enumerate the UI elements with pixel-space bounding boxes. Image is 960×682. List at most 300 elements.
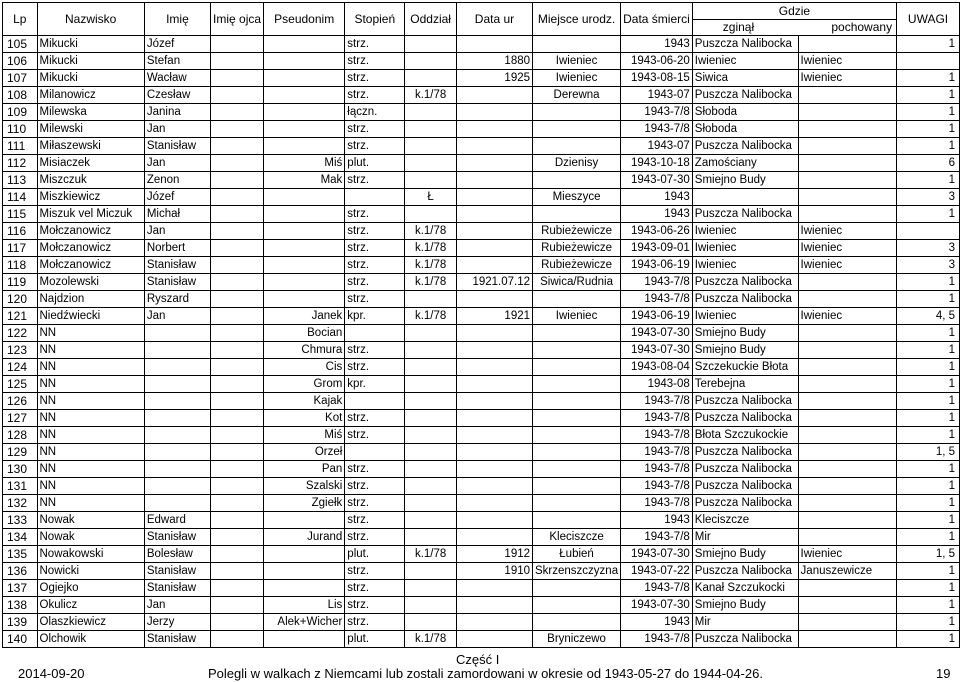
cell-zginal: Zamościany: [692, 155, 798, 172]
table-row: [3, 597, 960, 614]
table-row: [3, 631, 960, 648]
cell-pochowany: [798, 291, 897, 308]
cell-nazwisko: NN: [37, 342, 144, 359]
table-row: [3, 121, 960, 138]
cell-nazwisko: NN: [37, 325, 144, 342]
cell-stopien: strz.: [345, 36, 405, 53]
cell-nazwisko: Mikucki: [37, 53, 144, 70]
cell-pochowany: Iwieniec: [798, 53, 897, 70]
cell-pochowany: [798, 512, 897, 529]
cell-imie: Jan: [144, 597, 210, 614]
cell-imie: Stefan: [144, 53, 210, 70]
cell-imie-ojca: [211, 478, 264, 495]
cell-data-ur: [456, 325, 532, 342]
cell-data-ur: 1925: [456, 70, 532, 87]
cell-lp: 105: [3, 36, 38, 53]
cell-data-smierci: 1943-09-01: [621, 240, 693, 257]
cell-oddzial: [405, 427, 457, 444]
cell-pseudonim: [264, 223, 345, 240]
header-nazwisko: Nazwisko: [37, 3, 144, 36]
table-row: [3, 308, 960, 325]
cell-zginal: [692, 189, 798, 206]
cell-stopien: strz.: [345, 427, 405, 444]
cell-zginal: Kleciszcze: [692, 512, 798, 529]
cell-stopien: [345, 393, 405, 410]
cell-imie: Jan: [144, 223, 210, 240]
cell-data-ur: [456, 104, 532, 121]
cell-nazwisko: Mozolewski: [37, 274, 144, 291]
cell-zginal: Puszcza Nalibocka: [692, 631, 798, 648]
table-row: [3, 87, 960, 104]
cell-oddzial: k.1/78: [405, 274, 457, 291]
cell-uwagi: 3: [897, 257, 960, 274]
cell-pseudonim: [264, 121, 345, 138]
table-row: [3, 104, 960, 121]
cell-oddzial: Ł: [405, 189, 457, 206]
cell-pochowany: [798, 206, 897, 223]
cell-data-ur: [456, 597, 532, 614]
cell-pochowany: [798, 597, 897, 614]
cell-oddzial: [405, 291, 457, 308]
cell-imie: Stanisław: [144, 257, 210, 274]
cell-miejsce-urodz: [533, 325, 621, 342]
cell-pochowany: [798, 376, 897, 393]
cell-imie-ojca: [211, 359, 264, 376]
cell-stopien: strz.: [345, 223, 405, 240]
cell-data-smierci: 1943-7/8: [621, 274, 693, 291]
cell-imie-ojca: [211, 223, 264, 240]
cell-data-smierci: 1943-7/8: [621, 104, 693, 121]
cell-imie: Stanisław: [144, 274, 210, 291]
cell-lp: 138: [3, 597, 38, 614]
cell-pseudonim: [264, 189, 345, 206]
header-gdzie: [692, 3, 896, 36]
cell-uwagi: 1: [897, 376, 960, 393]
cell-pseudonim: Zgiełk: [264, 495, 345, 512]
cell-uwagi: 1: [897, 614, 960, 631]
cell-lp: 139: [3, 614, 38, 631]
cell-uwagi: 1: [897, 410, 960, 427]
cell-pochowany: [798, 138, 897, 155]
cell-oddzial: [405, 393, 457, 410]
cell-oddzial: [405, 495, 457, 512]
cell-zginal: Smiejno Budy: [692, 172, 798, 189]
cell-miejsce-urodz: Iwieniec: [533, 70, 621, 87]
cell-data-ur: [456, 87, 532, 104]
cell-lp: 130: [3, 461, 38, 478]
table-row: [3, 257, 960, 274]
cell-data-ur: 1921: [456, 308, 532, 325]
cell-data-smierci: 1943-07-30: [621, 172, 693, 189]
cell-stopien: strz.: [345, 512, 405, 529]
table-row: [3, 359, 960, 376]
cell-imie: [144, 393, 210, 410]
cell-uwagi: 1: [897, 631, 960, 648]
cell-pochowany: [798, 529, 897, 546]
cell-data-smierci: 1943-06-26: [621, 223, 693, 240]
cell-data-ur: [456, 410, 532, 427]
cell-miejsce-urodz: Iwieniec: [533, 53, 621, 70]
cell-miejsce-urodz: [533, 291, 621, 308]
cell-pseudonim: Mak: [264, 172, 345, 189]
cell-stopien: kpr.: [345, 308, 405, 325]
table-row: [3, 427, 960, 444]
cell-pochowany: Iwieniec: [798, 70, 897, 87]
cell-data-smierci: 1943-7/8: [621, 631, 693, 648]
cell-pseudonim: [264, 87, 345, 104]
table-row: [3, 325, 960, 342]
cell-data-smierci: 1943-7/8: [621, 478, 693, 495]
cell-pseudonim: Kot: [264, 410, 345, 427]
cell-pochowany: [798, 495, 897, 512]
cell-pseudonim: [264, 580, 345, 597]
cell-lp: 122: [3, 325, 38, 342]
cell-pochowany: [798, 342, 897, 359]
cell-data-ur: [456, 614, 532, 631]
cell-pochowany: [798, 614, 897, 631]
cell-lp: 132: [3, 495, 38, 512]
cell-zginal: Puszcza Nalibocka: [692, 274, 798, 291]
cell-imie: Jan: [144, 155, 210, 172]
cell-oddzial: [405, 172, 457, 189]
cell-data-smierci: 1943-7/8: [621, 529, 693, 546]
cell-imie-ojca: [211, 325, 264, 342]
cell-zginal: Mir: [692, 614, 798, 631]
cell-lp: 131: [3, 478, 38, 495]
cell-oddzial: k.1/78: [405, 223, 457, 240]
cell-imie-ojca: [211, 631, 264, 648]
cell-pochowany: Iwieniec: [798, 546, 897, 563]
footer-part: Część I: [456, 652, 500, 667]
table-row: [3, 53, 960, 70]
cell-lp: 128: [3, 427, 38, 444]
cell-lp: 111: [3, 138, 38, 155]
cell-pseudonim: [264, 240, 345, 257]
footer-title: Polegli w walkach z Niemcami lub zostali zamordowani w okresie od 1943-05-27 do 1944-04-26.: [208, 666, 763, 681]
cell-lp: 127: [3, 410, 38, 427]
cell-stopien: kpr.: [345, 376, 405, 393]
cell-pseudonim: Orzeł: [264, 444, 345, 461]
cell-imie: [144, 495, 210, 512]
cell-lp: 113: [3, 172, 38, 189]
cell-zginal: Błota Szczukockie: [692, 427, 798, 444]
cell-nazwisko: Ogiejko: [37, 580, 144, 597]
cell-oddzial: [405, 614, 457, 631]
header-zginal: zginął: [722, 19, 755, 34]
cell-oddzial: [405, 597, 457, 614]
cell-imie-ojca: [211, 393, 264, 410]
cell-data-smierci: 1943: [621, 189, 693, 206]
table-row: [3, 546, 960, 563]
cell-nazwisko: Miłaszewski: [37, 138, 144, 155]
cell-stopien: strz.: [345, 70, 405, 87]
table-row: [3, 240, 960, 257]
table-row: [3, 291, 960, 308]
cell-oddzial: [405, 580, 457, 597]
cell-oddzial: [405, 529, 457, 546]
cell-imie: Wacław: [144, 70, 210, 87]
cell-uwagi: 1: [897, 138, 960, 155]
cell-data-ur: [456, 580, 532, 597]
cell-pochowany: [798, 580, 897, 597]
cell-imie: Stanisław: [144, 138, 210, 155]
cell-data-ur: [456, 461, 532, 478]
cell-lp: 114: [3, 189, 38, 206]
cell-stopien: łączn.: [345, 104, 405, 121]
cell-zginal: Smiejno Budy: [692, 325, 798, 342]
cell-stopien: plut.: [345, 631, 405, 648]
cell-pochowany: [798, 36, 897, 53]
cell-uwagi: 1: [897, 512, 960, 529]
cell-oddzial: [405, 342, 457, 359]
table-row: [3, 138, 960, 155]
cell-imie: Jan: [144, 308, 210, 325]
cell-imie: Jerzy: [144, 614, 210, 631]
cell-zginal: Puszcza Nalibocka: [692, 495, 798, 512]
cell-zginal: Puszcza Nalibocka: [692, 36, 798, 53]
cell-data-ur: [456, 257, 532, 274]
cell-lp: 119: [3, 274, 38, 291]
footer-date: 2014-09-20: [18, 666, 85, 681]
table-row: [3, 223, 960, 240]
cell-imie-ojca: [211, 104, 264, 121]
cell-data-smierci: 1943-07: [621, 87, 693, 104]
header-gdzie-title: Gdzie: [692, 5, 896, 20]
cell-stopien: plut.: [345, 546, 405, 563]
cell-imie: [144, 461, 210, 478]
cell-pseudonim: [264, 563, 345, 580]
cell-data-smierci: 1943-7/8: [621, 580, 693, 597]
cell-uwagi: 1: [897, 121, 960, 138]
cell-nazwisko: Miszuk vel Miczuk: [37, 206, 144, 223]
cell-oddzial: [405, 325, 457, 342]
cell-data-ur: [456, 631, 532, 648]
cell-miejsce-urodz: [533, 376, 621, 393]
cell-imie-ojca: [211, 308, 264, 325]
cell-stopien: strz.: [345, 257, 405, 274]
cell-lp: 121: [3, 308, 38, 325]
cell-oddzial: [405, 138, 457, 155]
header-data-ur: Data ur: [456, 3, 532, 36]
cell-imie: Stanisław: [144, 563, 210, 580]
cell-imie-ojca: [211, 512, 264, 529]
cell-stopien: strz.: [345, 614, 405, 631]
cell-zginal: Iwieniec: [692, 53, 798, 70]
cell-nazwisko: NN: [37, 461, 144, 478]
table-row: [3, 410, 960, 427]
cell-imie-ojca: [211, 53, 264, 70]
cell-lp: 120: [3, 291, 38, 308]
cell-pochowany: [798, 410, 897, 427]
cell-oddzial: [405, 444, 457, 461]
cell-data-smierci: 1943-7/8: [621, 410, 693, 427]
cell-data-smierci: 1943-7/8: [621, 444, 693, 461]
cell-stopien: strz.: [345, 138, 405, 155]
cell-data-ur: [456, 206, 532, 223]
cell-lp: 110: [3, 121, 38, 138]
cell-data-smierci: 1943-07-22: [621, 563, 693, 580]
header-gdzie-sub: [693, 20, 896, 34]
cell-uwagi: 1: [897, 529, 960, 546]
cell-data-ur: [456, 444, 532, 461]
cell-pseudonim: Lis: [264, 597, 345, 614]
cell-data-smierci: 1943-08-04: [621, 359, 693, 376]
cell-miejsce-urodz: Mieszyce: [533, 189, 621, 206]
cell-miejsce-urodz: [533, 172, 621, 189]
cell-imie-ojca: [211, 410, 264, 427]
cell-data-ur: 1912: [456, 546, 532, 563]
table-row: [3, 529, 960, 546]
cell-imie-ojca: [211, 155, 264, 172]
cell-oddzial: [405, 70, 457, 87]
cell-imie-ojca: [211, 87, 264, 104]
cell-stopien: strz.: [345, 580, 405, 597]
cell-zginal: Smiejno Budy: [692, 546, 798, 563]
cell-data-ur: [456, 138, 532, 155]
cell-pochowany: [798, 359, 897, 376]
cell-data-smierci: 1943-07: [621, 138, 693, 155]
cell-lp: 134: [3, 529, 38, 546]
cell-uwagi: 1, 5: [897, 546, 960, 563]
cell-data-ur: 1910: [456, 563, 532, 580]
cell-data-ur: [456, 478, 532, 495]
cell-imie: Józef: [144, 189, 210, 206]
cell-miejsce-urodz: [533, 444, 621, 461]
header-pochowany: pochowany: [831, 19, 893, 34]
cell-lp: 129: [3, 444, 38, 461]
cell-miejsce-urodz: Rubieżewicze: [533, 257, 621, 274]
table-row: [3, 580, 960, 597]
cell-nazwisko: NN: [37, 359, 144, 376]
cell-miejsce-urodz: [533, 36, 621, 53]
cell-stopien: [345, 325, 405, 342]
cell-miejsce-urodz: Rubieżewicze: [533, 223, 621, 240]
cell-nazwisko: Miszczuk: [37, 172, 144, 189]
cell-lp: 123: [3, 342, 38, 359]
header-uwagi: UWAGI: [897, 3, 960, 36]
cell-data-smierci: 1943-7/8: [621, 427, 693, 444]
cell-oddzial: k.1/78: [405, 240, 457, 257]
cell-pochowany: [798, 172, 897, 189]
table-row: [3, 376, 960, 393]
cell-pseudonim: [264, 512, 345, 529]
cell-uwagi: 1: [897, 342, 960, 359]
cell-imie-ojca: [211, 376, 264, 393]
cell-data-ur: 1880: [456, 53, 532, 70]
table-row: [3, 461, 960, 478]
cell-miejsce-urodz: [533, 359, 621, 376]
cell-imie-ojca: [211, 172, 264, 189]
cell-lp: 106: [3, 53, 38, 70]
cell-pseudonim: Miś: [264, 427, 345, 444]
table-row: [3, 189, 960, 206]
cell-imie: Stanisław: [144, 580, 210, 597]
cell-pseudonim: [264, 291, 345, 308]
cell-data-smierci: 1943-08-15: [621, 70, 693, 87]
cell-miejsce-urodz: [533, 138, 621, 155]
table-body: [3, 36, 960, 648]
cell-lp: 109: [3, 104, 38, 121]
cell-imie: Norbert: [144, 240, 210, 257]
cell-nazwisko: NN: [37, 376, 144, 393]
cell-oddzial: [405, 461, 457, 478]
footer-page-number: 19: [936, 666, 951, 681]
cell-lp: 108: [3, 87, 38, 104]
cell-nazwisko: NN: [37, 410, 144, 427]
cell-imie: [144, 478, 210, 495]
cell-miejsce-urodz: [533, 461, 621, 478]
cell-oddzial: [405, 563, 457, 580]
header-lp: Lp: [3, 3, 38, 36]
cell-data-ur: [456, 189, 532, 206]
cell-imie: Zenon: [144, 172, 210, 189]
cell-lp: 124: [3, 359, 38, 376]
cell-data-ur: [456, 291, 532, 308]
cell-pochowany: [798, 189, 897, 206]
cell-stopien: strz.: [345, 87, 405, 104]
cell-pochowany: [798, 427, 897, 444]
table-row: [3, 206, 960, 223]
cell-uwagi: 1: [897, 87, 960, 104]
cell-stopien: strz.: [345, 529, 405, 546]
cell-imie-ojca: [211, 291, 264, 308]
cell-imie-ojca: [211, 121, 264, 138]
cell-data-smierci: 1943-06-19: [621, 257, 693, 274]
cell-nazwisko: Okulicz: [37, 597, 144, 614]
cell-stopien: strz.: [345, 495, 405, 512]
cell-data-smierci: 1943-06-19: [621, 308, 693, 325]
cell-miejsce-urodz: [533, 512, 621, 529]
cell-oddzial: [405, 36, 457, 53]
cell-data-smierci: 1943: [621, 512, 693, 529]
cell-zginal: Iwieniec: [692, 308, 798, 325]
cell-uwagi: 1: [897, 461, 960, 478]
cell-lp: 126: [3, 393, 38, 410]
cell-imie: [144, 325, 210, 342]
cell-stopien: strz.: [345, 121, 405, 138]
cell-pseudonim: Szalski: [264, 478, 345, 495]
cell-stopien: strz.: [345, 172, 405, 189]
cell-data-ur: [456, 427, 532, 444]
cell-pseudonim: Chmura: [264, 342, 345, 359]
cell-oddzial: [405, 359, 457, 376]
cell-imie: Bolesław: [144, 546, 210, 563]
cell-oddzial: [405, 155, 457, 172]
cell-zginal: Iwieniec: [692, 257, 798, 274]
cell-imie: Józef: [144, 36, 210, 53]
cell-imie: Edward: [144, 512, 210, 529]
cell-oddzial: k.1/78: [405, 631, 457, 648]
cell-imie-ojca: [211, 461, 264, 478]
cell-uwagi: 3: [897, 240, 960, 257]
cell-imie-ojca: [211, 274, 264, 291]
cell-imie: [144, 444, 210, 461]
cell-imie: [144, 427, 210, 444]
cell-zginal: Słoboda: [692, 104, 798, 121]
table-row: [3, 444, 960, 461]
table-row: [3, 495, 960, 512]
cell-data-smierci: 1943-7/8: [621, 461, 693, 478]
cell-data-smierci: 1943-7/8: [621, 291, 693, 308]
cell-miejsce-urodz: [533, 104, 621, 121]
cell-nazwisko: NN: [37, 427, 144, 444]
cell-imie: [144, 359, 210, 376]
cell-zginal: Szczekuckie Błota: [692, 359, 798, 376]
cell-lp: 116: [3, 223, 38, 240]
cell-imie-ojca: [211, 70, 264, 87]
cell-miejsce-urodz: Rubieżewicze: [533, 240, 621, 257]
cell-pseudonim: [264, 36, 345, 53]
